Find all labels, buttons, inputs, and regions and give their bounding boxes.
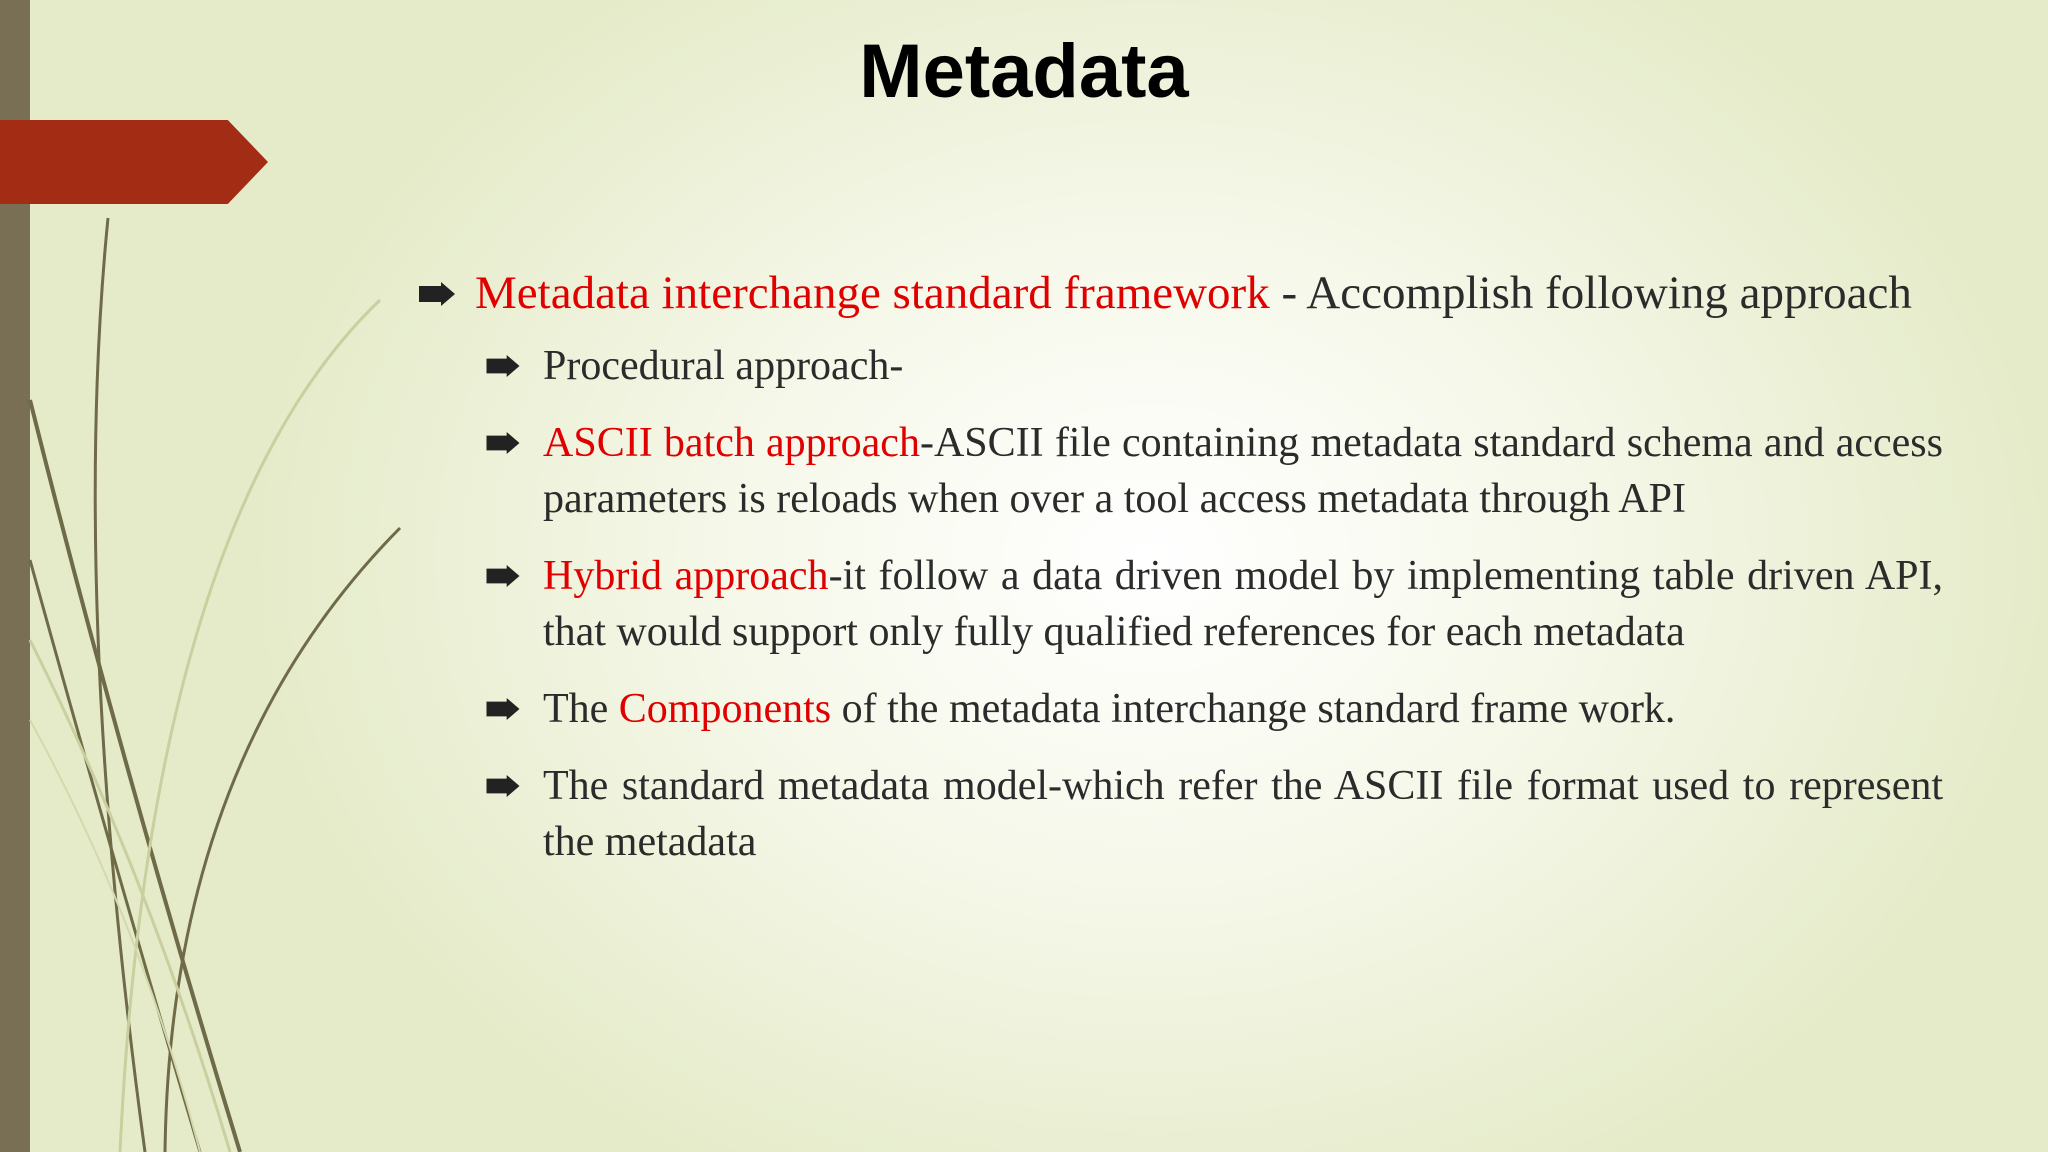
components-highlight: Components <box>618 686 832 732</box>
hybrid-highlight: Hybrid approach <box>543 553 829 599</box>
hybrid-text: -it follow a data driven model by implementing table driven API, that would support only fully qualified references for each metadata <box>543 553 1943 655</box>
ascii-text: -ASCII file containing metadata standard schema and access parameters is reloads when over a tool access metadata through API <box>543 420 1943 522</box>
bullet-item-ascii <box>483 415 1943 527</box>
main-text: - Accomplish following approach <box>1269 267 1912 319</box>
components-before: The <box>543 686 619 732</box>
bullet-item-hybrid <box>483 548 1943 660</box>
ascii-highlight: ASCII batch approach <box>543 420 920 466</box>
model-text: The standard metadata model-which refer the ASCII file format used to represent the metadata <box>543 763 1943 865</box>
bullet-item-components <box>483 681 1943 737</box>
procedural-text: Procedural approach- <box>543 343 904 389</box>
title-accent-arrow <box>0 120 268 204</box>
arrow-bullet-icon <box>483 355 523 377</box>
slide-title: Metadata <box>859 29 1189 114</box>
components-after: of the metadata interchange standard frame work. <box>831 686 1676 732</box>
bullet-item-model <box>483 758 1943 870</box>
arrow-bullet-icon <box>483 432 523 454</box>
main-highlight: Metadata interchange standard framework <box>475 267 1270 319</box>
slide-content <box>415 262 1943 891</box>
arrow-bullet-icon <box>483 775 523 797</box>
bullet-item-main <box>415 262 1943 324</box>
arrow-bullet-icon <box>483 565 523 587</box>
arrow-bullet-icon <box>417 282 457 306</box>
bullet-item-procedural <box>483 338 1943 394</box>
arrow-bullet-icon <box>483 698 523 720</box>
